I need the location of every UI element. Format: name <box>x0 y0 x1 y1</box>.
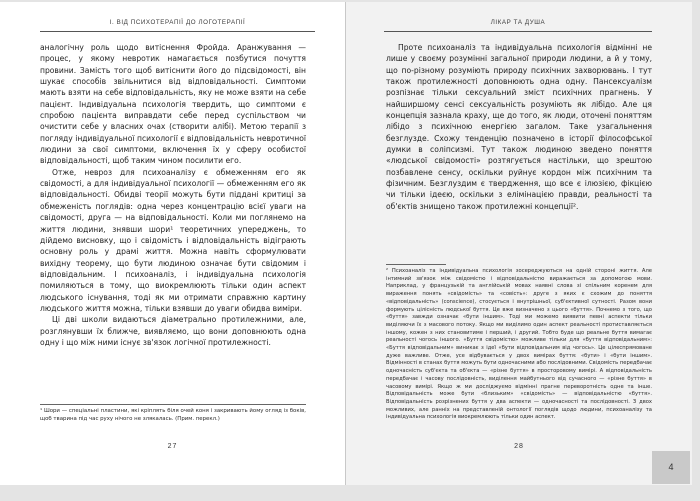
left-footnote: ¹ Шори — спеціальні пластини, які кріплять біля очей коня і закривають йому огляд із боків, щоб тварина під час руху нічого не злякалась. (Прим. перекл.) <box>40 404 306 423</box>
right-footnote <box>386 264 652 422</box>
right-page-number: 28 <box>514 443 524 450</box>
right-running-head: ЛІКАР ТА ДУША <box>384 19 652 32</box>
footnote-rule <box>386 264 446 265</box>
left-body-text <box>40 42 306 348</box>
right-page <box>346 2 692 485</box>
page-counter-badge[interactable]: 4 <box>652 451 690 484</box>
left-running-head: І. ВІД ПСИХОТЕРАПІЇ ДО ЛОГОТЕРАПІЇ <box>40 19 315 32</box>
right-footnote-text: ² Психоаналіз та індивідуальна психологія зосереджуються на одній стороні життя. Але інтимний зв'язок між свідомістю і відповідальністю виражається за допомогою мови. Наприклад, у французькій та англійській мовах наявні слова зі спільним коренем для вираження понять «свідомість» та «совість»: друге з яких є схожим до поняття «відповідальність» (conscience), стосується і внутрішньої, суб'єктивної сутності. Разом вони формують цілісність людської буття. Це вже визначено з цього «буття». Почнемо з того, що «буття» завжди означає «бути іншим». Тоді ми можемо виявити певні аспекти тільки виділяючи їх з масового потоку. Якщо ми виділимо один аспект реальності протиставляється іншому, кожен з них становитиме і перший, і другий. Тобто буде що реальне буття вимагає реальності чогось іншого. «Буття свідомістю» можливе тільки для «буття відповідальним»: «Буття відповідальним» виникає з ідеї «бути відповідальним від чогось». Це цілеспрямоване дуже важливе. Отже, усе відбувається у двох вимірах буття: «бути» і «бути іншим». Відмінності в станах буття можуть бути одночасними або послідовними. Свідомість передбачає одночасність суб'єкта та об'єкта — «різне буття» в просторовому вимірі. А відповідальність передбачає і часову послідовність, виділення майбутнього від сучасного — «різне буття» в часовому вимірі. Якщо ж ми досліджуємо відмінні прагне переворотність одне та інше. Відповідальність може бути «близьким» «свідомість» — відповідальністю «буття». Відповідальність розрізнених буття у два аспекти — одночасності та послідовності. З двох можливих, але ранніх на представленій онтології поглядів щодо людини, психоаналізу та індивідуальна психологія виокремлюють тільки один аспект. <box>386 268 652 421</box>
right-body-text <box>386 42 652 212</box>
left-paragraph-3: Ці дві школи видаються діаметрально протилежними, але, розглянувши їх ближче, виявляємо, що вони доповнюють одна одну і що між ними існує зв'язок логічної протилежності. <box>40 315 306 347</box>
left-paragraph-2: Отже, невроз для психоаналізу є обмеженням его як свідомості, а для індивідуальної психології — обмеженням его як відповідальності. Обидві теорії можуть бути піддані критиці за обмеженість поглядів: одна через концентрацію всієї уваги на свідомості, друга — на відповідальності. Коли ми поглянемо на життя людини, знявши шори¹ теоретичних упереджень, то дійдемо висновку, що і свідомість і відповідальність відіграють основну роль у драмі життя. Можна навіть сформулювати вихідну теорему, що бути людиною означає бути свідомим і відповідальним. І психоаналіз, і індивідуальна психологія помиляються в тому, що виокремлюють тільки один аспект людського існування, тоді як ми отримати справжню картину людського життя можна, тільки взявши до уваги обидва виміри. <box>40 167 306 313</box>
left-paragraph-1: аналогічну роль щодо витіснення Фройда. Аранжування — процес, у якому невротик намагається позбутися почуття провини. Замість того щоб витіснити його до підсвідомості, він шукає способів звільнитися від відповідальності. Симптоми мають взяти на себе відповідальність, яку не може взяти на себе пацієнт. Індивідуальна психологія твердить, що симптоми є спробою пацієнта виправдати себе перед суспільством чи очистити себе у власних очах (створити алібі). Метою терапії з погляду індивідуальної психології є відповідальність невротичної людини за свої симптоми, включення їх у сферу особистої відповідальності, щоб таким чином посилити его. <box>40 43 306 166</box>
right-paragraph-1: Проте психоаналіз та індивідуальна психологія відмінні не лише у своєму розумінні загальної природи людини, а й у тому, що по-різному розуміють природу психічних захворювань. І тут також протилежності доповнюють одна одну. Пансексуалізм розпізнає тільки сексуальний зміст психічних прагнень. У найширшому сенсі сексуальність розуміють як лібідо. Але ця концепція зазнала краху, ще до того, як люди, оточені поняттям лібідо з психічною енергією загалом. Таке узагальнення безглузде. Схожу тенденцію позначено в історії філософської думки в соліпсизмі. Тут також людиною зведено поняття «людської свідомості» розтягується настільки, що зрештою позбавлене сенсу, оскільки руйнує кордон між психічним та фізичним. Безглуздим є твердження, що все є ілюзією, фікцією чи тільки ідеєю, оскільки з елімінацією правди, реальності та об'єктів знищено також протилежні концепції². <box>386 43 652 211</box>
left-page-number: 27 <box>167 443 178 450</box>
left-page <box>0 2 346 485</box>
